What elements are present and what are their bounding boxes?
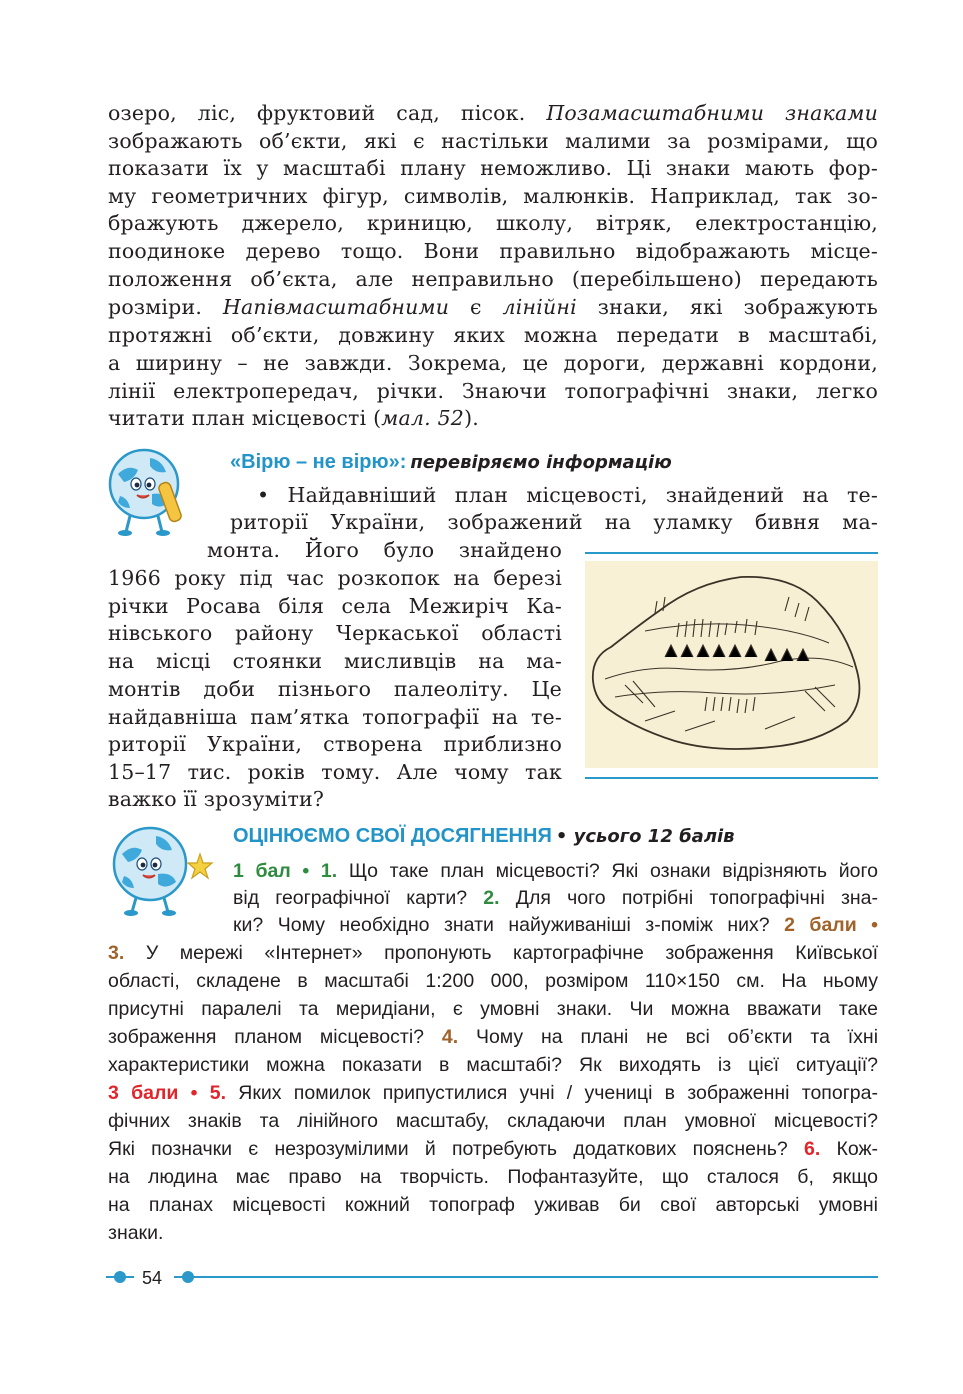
text-span: Які позначки є незрозумілими й потребують додаткових пояснень?	[108, 1138, 788, 1160]
text-line	[108, 405, 479, 431]
text-line	[108, 940, 878, 966]
text-span: ).	[464, 406, 479, 430]
figure-ref: мал. 52	[381, 406, 465, 430]
section-heading	[230, 449, 672, 477]
text-line: риторії України, створена приблизно	[108, 732, 562, 756]
text-line: знаки.	[108, 1222, 164, 1244]
text-span: від географічної карти?	[233, 887, 468, 909]
text-span: читати план місцевості (	[108, 406, 382, 430]
text-line: а ширину – не завжди. Зокрема, це дороги, державні кордони,	[108, 351, 878, 375]
text-line: 15–17 тис. років тому. Але чому так	[108, 760, 562, 784]
text-span: У мережі «Інтернет» пропонують картографічне зображення Київської	[145, 942, 878, 964]
section-heading	[233, 823, 735, 851]
footer-rule	[200, 1276, 878, 1278]
text-line: • Найдавніший план місцевості, знайдений на те-	[257, 483, 878, 507]
text-line: 1966 року під час розкопок на березі	[108, 566, 562, 590]
text-span: ки? Чому необхідно знати найуживаніші з-поміж них?	[233, 914, 770, 936]
italic-term: Позамасштабними знаками	[546, 101, 878, 125]
section-subtitle: • усього 12 балів	[555, 826, 735, 847]
mammoth-tusk-map-image	[585, 561, 878, 768]
text-line: поодиноке дерево тощо. Вони правильно відображають місце-	[108, 239, 878, 263]
text-line: найдавніша пам’ятка топографії на те-	[108, 705, 562, 729]
text-line	[108, 1136, 878, 1162]
text-span: Для чого потрібні топографічні зна-	[515, 887, 879, 909]
section-subtitle: перевіряємо інформацію	[410, 452, 672, 473]
score-label: 1 бал •	[233, 860, 310, 882]
question-number: 1.	[320, 860, 338, 882]
question-number: 6.	[804, 1138, 821, 1160]
text-line: важко її зрозуміти?	[108, 787, 325, 811]
text-span: зображення планом місцевості?	[108, 1026, 425, 1048]
text-line	[233, 858, 878, 884]
text-line: присутні паралелі та меридіани, є умовні знаки. Чи можна вважати таке	[108, 998, 878, 1020]
text-line: бражують джерело, криницю, школу, вітряк, електростанцію,	[108, 211, 878, 235]
text-line	[108, 1080, 878, 1106]
text-line: на планах місцевості кожний топограф уживав би свої авторські умовні	[108, 1194, 878, 1216]
text-line	[108, 294, 878, 320]
text-span: є	[469, 295, 482, 319]
section-title: «Вірю – не вірю»:	[230, 451, 407, 473]
page-number: 54	[142, 1268, 163, 1288]
question-number: 2.	[483, 887, 500, 909]
text-line: річки Росава біля села Межиріч Ка-	[108, 594, 562, 618]
text-line: лінії електропередач, річки. Знаючи топографічні знаки, легко	[108, 379, 878, 403]
text-span: Кож-	[836, 1138, 879, 1160]
section-title: ОЦІНЮЄМО СВОЇ ДОСЯГНЕННЯ	[233, 825, 552, 847]
text-line: характеристики можна показати в масштабі? Як виходять із цієї ситуації?	[108, 1054, 878, 1076]
italic-term: лінійні	[502, 295, 577, 319]
text-span: розміри.	[108, 295, 203, 319]
text-line: на місці стоянки мисливців на ма-	[108, 649, 562, 673]
text-line	[108, 100, 878, 126]
score-label: 3 бали •	[108, 1082, 198, 1104]
text-line: положення об’єкта, але неправильно (перебільшено) передають	[108, 267, 878, 291]
text-line: показати їх у масштабі плану неможливо. Ці знаки мають фор-	[108, 156, 878, 180]
text-span: Що таке план місцевості? Які ознаки відрізняють його	[348, 860, 878, 882]
italic-term: Напівмасштабними	[222, 295, 450, 319]
text-span: знаки, які зображують	[597, 295, 879, 319]
footer-dot-icon	[174, 1269, 202, 1285]
question-number: 4.	[441, 1026, 459, 1048]
text-line	[108, 1024, 878, 1050]
text-line: області, складене в масштабі 1:200 000, розміром 110×150 см. На ньому	[108, 970, 878, 992]
text-line: нівського району Черкаської області	[108, 621, 562, 645]
text-line: зображають об’єкти, які є настільки малими за розмірами, що	[108, 129, 878, 153]
text-line: на людина має право на творчість. Пофантазуйте, що сталося б, якщо	[108, 1166, 878, 1188]
text-span: Чому на плані не всі об’єкти та їхні	[475, 1026, 879, 1048]
text-line	[233, 885, 878, 911]
text-line: фічних знаків та лінійного масштабу, складаючи план умовної місцевості?	[108, 1110, 878, 1132]
score-label: 2 бали •	[784, 914, 878, 936]
text-span: Яких помилок припустилися учні / учениці в зображенні топогра-	[238, 1082, 878, 1104]
figure-top-rule	[585, 552, 878, 554]
text-line: риторії України, зображений на уламку бивня ма-	[230, 510, 878, 534]
question-number: 3.	[108, 942, 125, 964]
text-span: озеро, ліс, фруктовий сад, пісок.	[108, 101, 526, 125]
text-line: монта. Його було знайдено	[207, 538, 562, 562]
globe-telescope-mascot-icon	[104, 444, 196, 536]
text-line	[233, 912, 878, 938]
figure-bottom-rule	[585, 777, 878, 779]
globe-star-mascot-icon	[104, 822, 220, 918]
text-line: протяжні об’єкти, довжину яких можна передати в масштабі,	[108, 323, 878, 347]
text-line: му геометричних фігур, символів, малюнків. Наприклад, так зо-	[108, 184, 878, 208]
footer-dot-icon	[106, 1269, 134, 1285]
question-number: 5.	[209, 1082, 226, 1104]
text-line: монтів доби пізнього палеоліту. Це	[108, 677, 562, 701]
